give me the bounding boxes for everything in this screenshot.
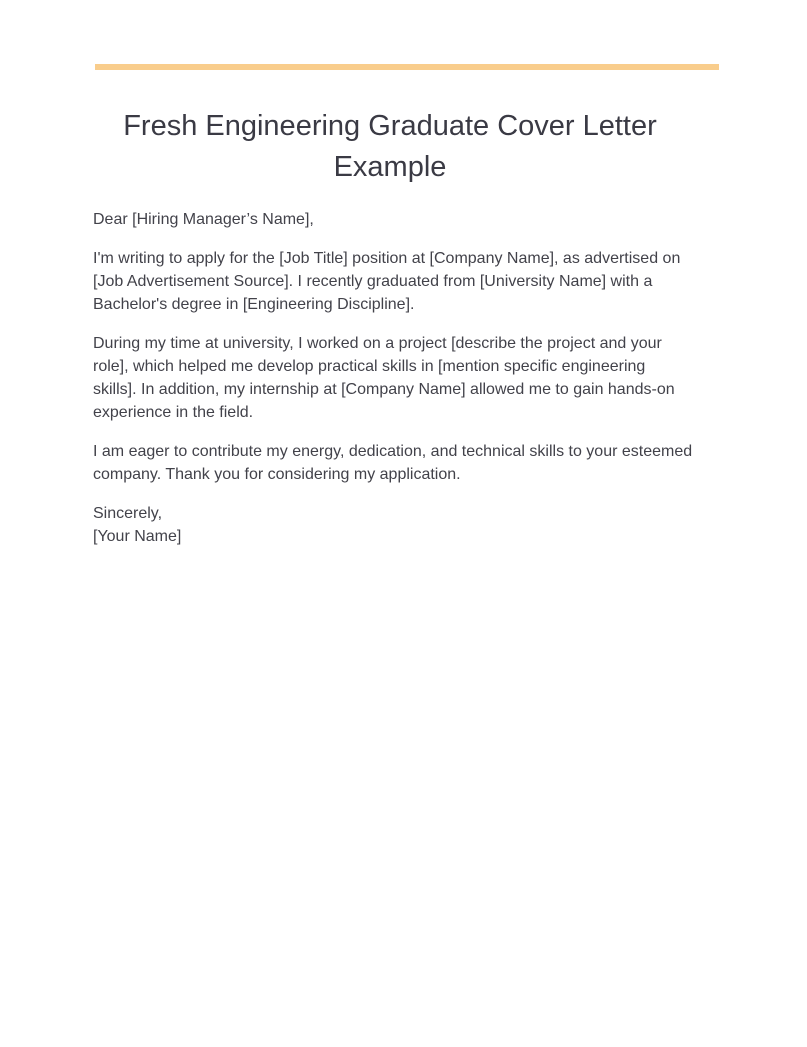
- letter-body: [93, 208, 693, 548]
- paragraph-intro: I'm writing to apply for the [Job Title] position at [Company Name], as advertised on [Job Advertisement Source]. I recently graduated from [University Name] with a Bachelor's degree in [Engineering Discipline].: [93, 250, 681, 313]
- paragraph-closing: I am eager to contribute my energy, dedication, and technical skills to your esteemed company. Thank you for considering my application.: [93, 443, 693, 483]
- signature: [Your Name]: [93, 528, 182, 545]
- salutation: Dear [Hiring Manager’s Name],: [93, 211, 314, 228]
- accent-bar: [95, 64, 719, 70]
- closing: Sincerely,: [93, 505, 163, 522]
- page-title: Fresh Engineering Graduate Cover Letter Example: [123, 110, 657, 183]
- paragraph-experience: During my time at university, I worked on a project [describe the project and your role], which helped me develop practical skills in [mention specific engineering skills]. In addition, my internship at [Company Name] allowed me to gain hands-on experience in the field.: [93, 335, 675, 421]
- signoff: [93, 502, 693, 548]
